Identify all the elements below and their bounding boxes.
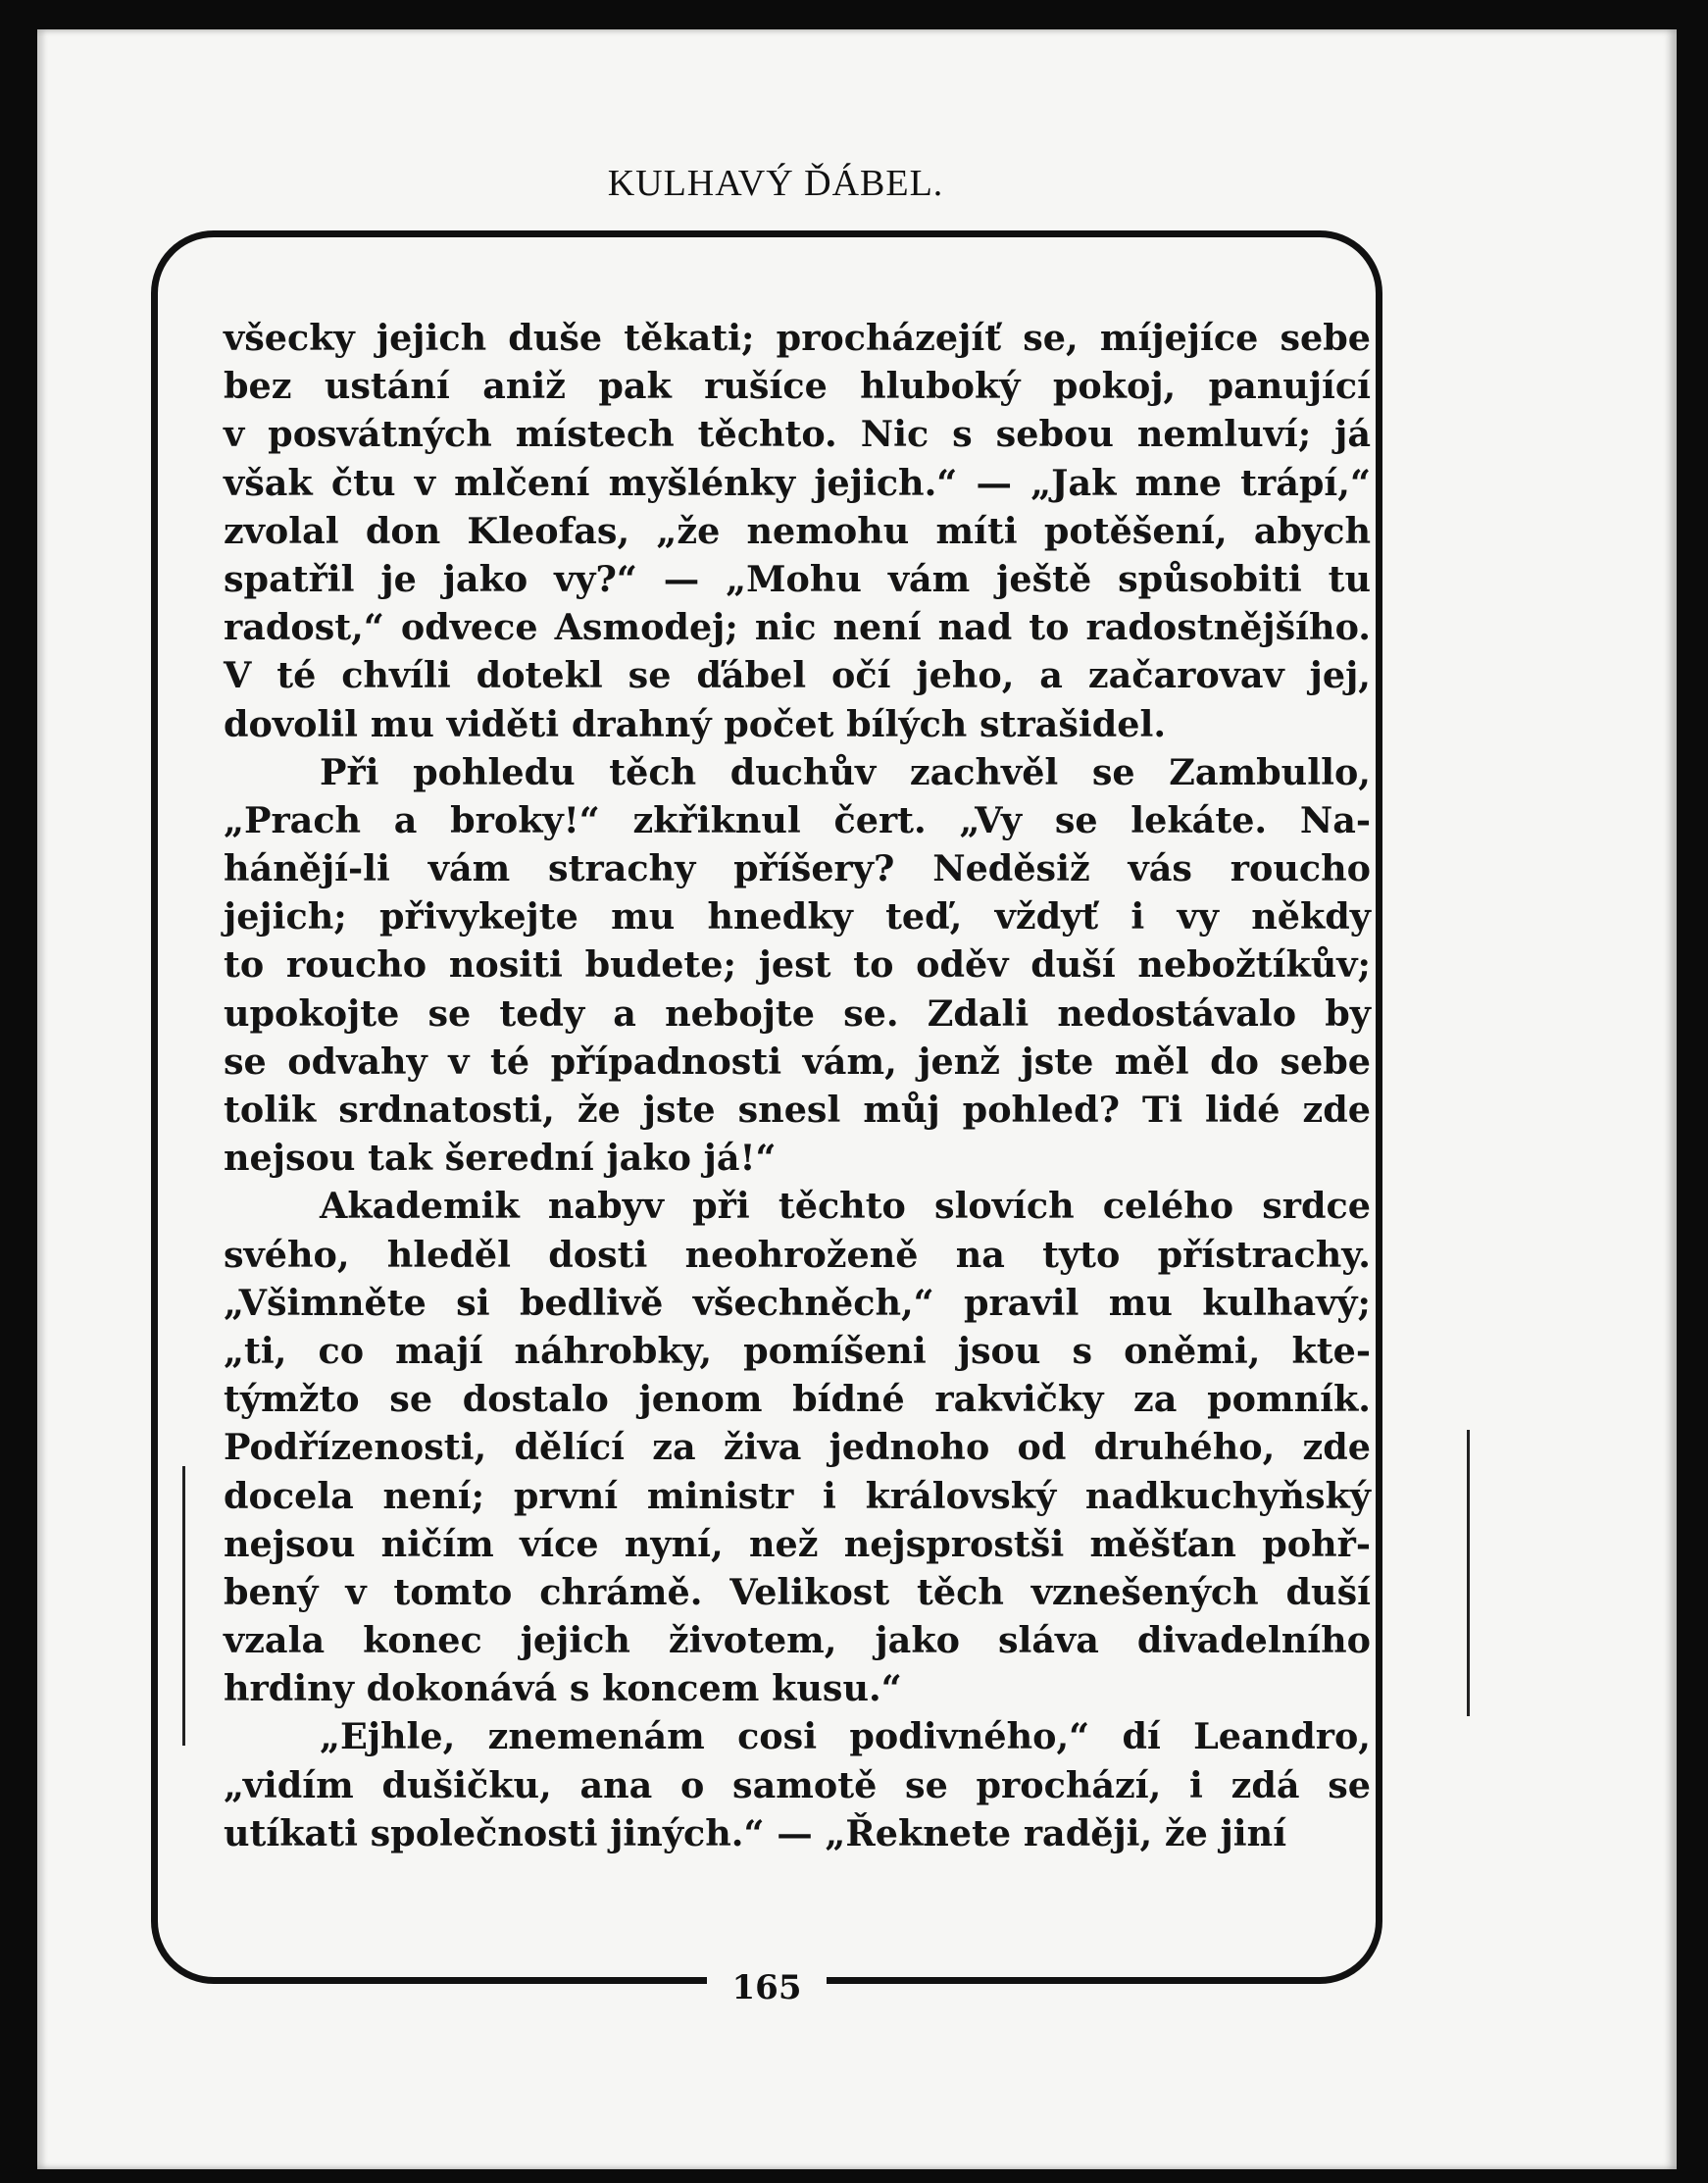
text-line: V té chvíli dotekl se ďábel očí jeho, a začarovav jej,	[224, 654, 1371, 697]
text-line: to roucho nositi budete; jest to oděv duší nebožtíkův;	[224, 943, 1371, 987]
text-line: „Ejhle, znemenám cosi podivného,“ dí Leandro,	[320, 1715, 1371, 1758]
text-line: nejsou tak šerední jako já!“	[224, 1137, 777, 1180]
text-line: docela není; první ministr i královský nadkuchyňský	[224, 1474, 1371, 1517]
running-head: KULHAVÝ ĎÁBEL.	[607, 163, 944, 204]
text-line: tolik srdnatosti, že jste snesl můj pohled? Ti lidé zde	[224, 1089, 1371, 1131]
text-line: hrdiny dokonává s koncem kusu.“	[224, 1667, 902, 1710]
text-line: zvolal don Kleofas, „že nemohu míti potěšení, abych	[224, 509, 1371, 552]
book-page	[37, 29, 1677, 2169]
page-number: 165	[707, 1968, 828, 2007]
text-line: spatřil je jako vy?“ — „Mohu vám ještě spůsobiti tu	[224, 557, 1371, 600]
right-margin-mark	[1467, 1430, 1470, 1716]
text-line: utíkati společnosti jiných.“ — „Řeknete raději, že jiní	[224, 1811, 1287, 1854]
text-line: bez ustání aniž pak rušíce hluboký pokoj, panující	[224, 365, 1371, 408]
text-line: „ti, co mají náhrobky, pomíšeni jsou s oněmi, kte-	[224, 1329, 1371, 1372]
text-line: Podřízenosti, dělící za živa jednoho od druhého, zde	[224, 1426, 1371, 1469]
left-margin-mark	[182, 1466, 185, 1746]
text-line: hánějí-li vám strachy příšery? Neděsiž vás roucho	[224, 847, 1371, 890]
text-line: „Všimněte si bedlivě všechněch,“ pravil mu kulhavý;	[224, 1281, 1371, 1324]
text-line: však čtu v mlčení myšlénky jejich.“ — „Jak mne trápí,“	[224, 461, 1371, 504]
text-line: „vidím dušičku, ana o samotě se prochází, i zdá se	[224, 1763, 1371, 1806]
text-line: dovolil mu viděti drahný počet bílých strašidel.	[224, 702, 1167, 745]
text-line: radost,“ odvece Asmodej; nic není nad to radostnějšího.	[224, 606, 1371, 649]
text-line: svého, hleděl dosti neohroženě na tyto přístrachy.	[224, 1233, 1371, 1276]
folio-area	[151, 1968, 1382, 2007]
text-line: upokojte se tedy a nebojte se. Zdali nedostávalo by	[224, 991, 1371, 1035]
text-line: Při pohledu těch duchův zachvěl se Zambullo,	[320, 750, 1371, 793]
text-line: vzala konec jejich životem, jako sláva divadelního	[224, 1619, 1371, 1662]
body-text	[224, 314, 1371, 1857]
text-line: v posvátných místech těchto. Nic s sebou nemluví; já	[224, 413, 1371, 456]
text-line: Akademik nabyv při těchto slovích celého srdce	[320, 1185, 1371, 1228]
text-line: „Prach a broky!“ zkřiknul čert. „Vy se lekáte. Na-	[224, 798, 1371, 841]
text-line: nejsou ničím více nyní, než nejsprostši měšťan pohř-	[224, 1522, 1371, 1565]
text-line: všecky jejich duše těkati; procházejíť se, míjejíce sebe	[224, 317, 1371, 359]
text-line: se odvahy v té případnosti vám, jenž jste měl do sebe	[224, 1040, 1371, 1083]
text-line: týmžto se dostalo jenom bídné rakvičky za pomník.	[224, 1378, 1371, 1421]
text-line: jejich; přivykejte mu hnedky teď, vždyť i vy někdy	[224, 895, 1371, 939]
text-line: bený v tomto chrámě. Velikost těch vznešených duší	[224, 1570, 1371, 1613]
